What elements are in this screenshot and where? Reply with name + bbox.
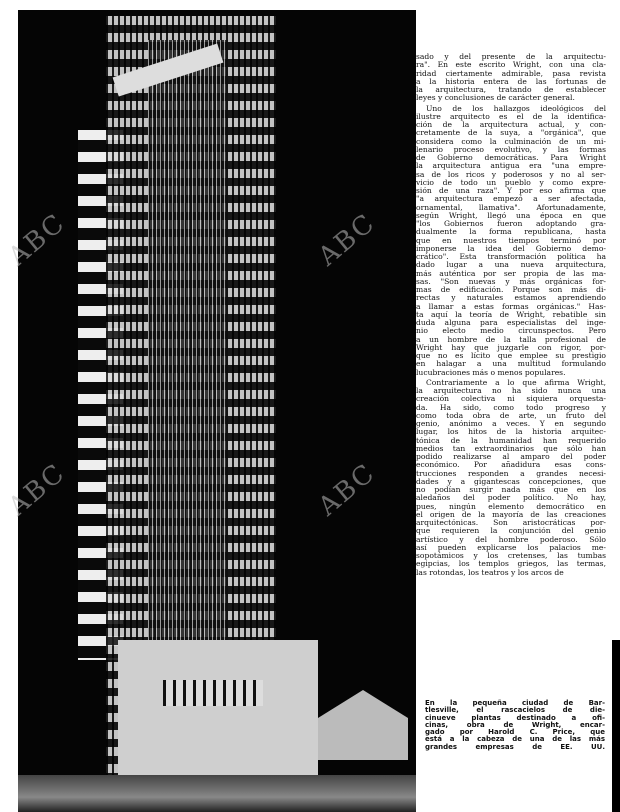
text-line: "a arquitectura empezó a ser afectada, [416,195,606,204]
text-line: ornamental, llamativa". Afortunadamente, [416,203,606,212]
text-line: ilustre arquitecto es el de la identifica- [416,112,606,121]
caption-line: grandes empresas de EE. UU. [425,742,605,751]
watermark: ABC [312,207,382,273]
tower-base [118,640,318,780]
article-paragraph [416,53,606,103]
text-line: mas de edificación. Porque son más di- [416,286,606,294]
text-line: de Gobierno democráticas. Para Wright [416,154,606,162]
text-line: dades y a gigantescas concepciones, que [416,477,606,486]
text-line: Wright hay que juzgarle con rigor, por- [416,343,606,352]
watermark: ABC [2,457,72,523]
ground [18,775,416,812]
text-line: lenario proceso evolutivo, y las formas [416,145,606,154]
text-line: aledaños del poder político. No hay, [416,494,606,503]
text-line: a la historia entera de las fortunas de [416,77,606,86]
text-line: dualmente la forma republicana, hasta [416,228,606,237]
text-line: leyes y conclusiones de carácter general. [416,94,575,103]
watermark: ABC [2,207,72,273]
text-line: económico. Por añadidura esas cons- [416,461,606,470]
text-line: trucciones responden a grandes necesi- [416,469,606,478]
text-line: que no es lícito que emplee su prestigio [416,352,606,360]
caption-line: está a la cabeza de una de las más [425,735,605,744]
text-line: genio, anónimo a veces. Y en segundo [416,420,606,428]
text-line: vicio de todo un pueblo y como expre- [416,178,606,187]
text-line: que en nuestros tiempos terminó por [416,236,606,245]
text-line: crático". Esta transformación política ha [416,253,606,261]
text-line: así pueden explicarse los palacios me- [416,543,606,552]
text-line: "los Gobiernos fueron adoptando gra- [416,220,606,228]
text-line: Uno de los hallazgos ideológicos del [426,104,606,113]
caption-line: cinas, obra de Wright, encar- [425,720,605,729]
text-line: lugar, los hitos de la historia arquitec- [416,428,606,437]
text-line: arquitectónicas. Son aristocráticas por- [416,519,606,527]
text-line: que requieren la conjunción del genio [416,527,606,536]
text-line: ra". En este escrito Wright, con una cla- [416,61,606,70]
text-line: creación colectiva ni siquiera orquesta- [416,395,606,404]
text-line: a llamar a estas formas orgánicas." Has- [416,302,606,311]
text-line: cretamente de la suya, a "orgánica", que [416,129,606,138]
caption-line: cinueve plantas destinado a ofi- [425,713,605,722]
text-line: la arquitectura no ha sido nunca una [416,387,606,395]
text-line: artístico y del hombre poderoso. Sólo [416,535,606,544]
text-line: imponerse la idea del Gobierno demo- [416,244,606,253]
caption-line: En la pequeña ciudad de Bar- [425,699,605,707]
article-paragraph [416,379,606,577]
text-line: la arquitectura antigua era "una empre- [416,162,606,171]
base-windows [163,680,263,706]
text-line: nio electo medio circunspectos. Pero [416,327,606,336]
text-line: ta aquí la teoría de Wright, rebatible sin [416,310,606,319]
house-roof [318,690,408,760]
text-line: sas. "Son nuevas y más orgánicas for- [416,277,606,286]
text-line: sopotámicos y los cretenses, las tumbas [416,552,606,560]
text-line: según Wright, llegó una época en que [416,211,606,220]
watermark: ABC [312,457,382,523]
text-line: no podían surgir nada más que en los [416,486,606,494]
text-line: sado y del presente de la arquitectu- [416,53,606,61]
text-line: da. Ha sido, como todo progreso y [416,403,606,412]
text-line: Contrariamente a lo que afirma Wright, [426,378,606,387]
article-paragraph [416,105,606,377]
text-line: rectas y naturales estamos aprendiendo [416,294,606,303]
text-line: lucubraciones más o menos populares. [416,368,566,377]
text-line: las rotondas, los teatros y los arcos de [416,568,564,577]
text-line: a un hombre de la talla profesional de [416,335,606,344]
photo-caption [425,700,605,751]
text-line: podido realizarse al amparo del poder [416,453,606,461]
text-line: pues, ningún elemento democrático en [416,502,606,511]
text-line: egipcias, los templos griegos, las termas, [416,560,606,569]
text-line: la arquitectura, tratando de establecer [416,86,606,94]
article-column [416,53,606,579]
text-line: sión de una raza". Y por eso afirma que [416,187,606,195]
text-line: más auténtica por ser propia de las ma- [416,269,606,278]
page-edge [612,640,620,812]
text-line: duda alguna para especialistas del inge- [416,319,606,327]
text-line: ción de la arquitectura actual, y con- [416,121,606,129]
caption-line: tlesville, el rascacielos de die- [425,706,605,715]
text-line: medios tan extraordinarios que sólo han [416,444,606,453]
text-line: en halagar a una multitud formulando [416,360,606,369]
text-line: dado lugar a una nueva arquitectura, [416,261,606,270]
text-line: ridad ciertamente admirable, pasa revista [416,69,606,78]
text-line: como toda obra de arte, un fruto del [416,411,606,420]
building-photo [18,10,416,812]
text-line: el origen de la mayoría de las creaciones [416,510,606,519]
caption-line: gado por Harold C. Price, que [425,728,605,737]
text-line: sa de los ricos y poderosos y no al ser- [416,170,606,179]
text-line: tónica de la humanidad han requerido [416,436,606,445]
text-line: considera como la culminación de un mi- [416,137,606,146]
